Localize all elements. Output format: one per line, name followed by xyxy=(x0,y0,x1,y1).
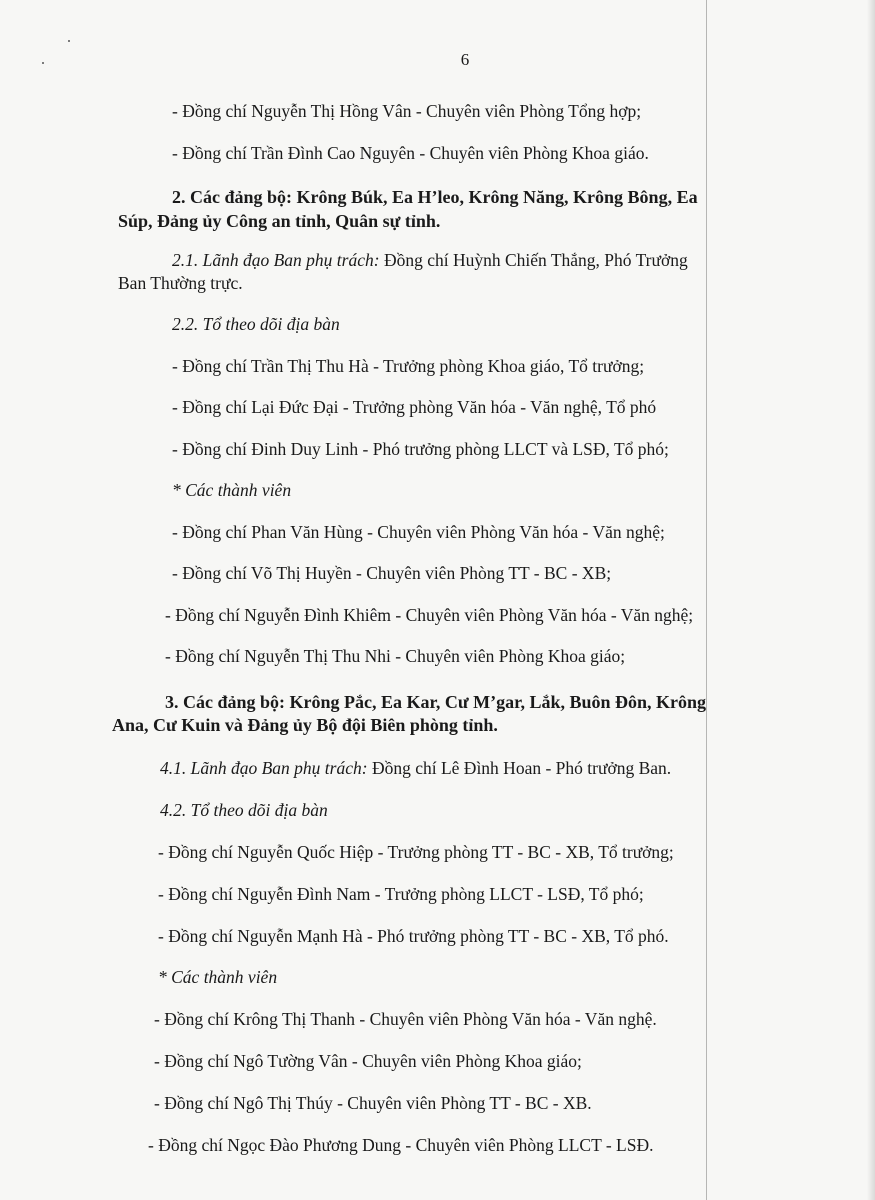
leader-name: Đồng chí Lê Đình Hoan - Phó trưởng Ban. xyxy=(367,758,672,778)
section-heading: Ana, Cư Kuin và Đảng ủy Bộ đội Biên phòng tỉnh. xyxy=(112,715,498,735)
member-line: - Đồng chí Nguyễn Thị Thu Nhi - Chuyên viên Phòng Khoa giáo; xyxy=(165,646,626,666)
subsection-heading: 2.2. Tổ theo dõi địa bàn xyxy=(172,314,340,334)
leader-name: Đồng chí Huỳnh Chiến Thắng, Phó Trưởng xyxy=(379,250,688,270)
member-line: - Đồng chí Nguyễn Quốc Hiệp - Trưởng phòng TT - BC - XB, Tổ trưởng; xyxy=(158,842,674,862)
leader-label: 4.1. Lãnh đạo Ban phụ trách: xyxy=(160,758,368,778)
member-line: - Đồng chí Đinh Duy Linh - Phó trưởng phòng LLCT và LSĐ, Tổ phó; xyxy=(172,439,669,459)
scan-speck xyxy=(68,40,70,42)
leader-line-cont: Ban Thường trực. xyxy=(118,273,243,293)
scan-edge-shadow xyxy=(867,0,875,1200)
members-heading: * Các thành viên xyxy=(158,967,278,987)
member-line: - Đồng chí Trần Đình Cao Nguyên - Chuyên viên Phòng Khoa giáo. xyxy=(172,143,649,163)
member-line: - Đồng chí Ngô Thị Thúy - Chuyên viên Phòng TT - BC - XB. xyxy=(154,1093,592,1113)
members-heading: * Các thành viên xyxy=(172,480,292,500)
scan-fold-line xyxy=(706,0,707,1200)
member-line: - Đồng chí Trần Thị Thu Hà - Trưởng phòng Khoa giáo, Tổ trưởng; xyxy=(172,356,645,376)
member-line: - Đồng chí Lại Đức Đại - Trưởng phòng Văn hóa - Văn nghệ, Tổ phó xyxy=(172,397,657,417)
subsection-heading: 4.2. Tổ theo dõi địa bàn xyxy=(160,800,328,820)
member-line: - Đồng chí Nguyễn Đình Nam - Trưởng phòng LLCT - LSĐ, Tổ phó; xyxy=(158,884,644,904)
page-number: 6 xyxy=(460,50,470,69)
member-line: - Đồng chí Nguyễn Đình Khiêm - Chuyên viên Phòng Văn hóa - Văn nghệ; xyxy=(165,605,694,625)
member-line: - Đồng chí Phan Văn Hùng - Chuyên viên Phòng Văn hóa - Văn nghệ; xyxy=(172,522,665,542)
member-line: - Đồng chí Nguyễn Mạnh Hà - Phó trưởng phòng TT - BC - XB, Tổ phó. xyxy=(158,926,669,946)
leader-label: 2.1. Lãnh đạo Ban phụ trách: xyxy=(172,250,380,270)
section-heading: Súp, Đảng ủy Công an tỉnh, Quân sự tỉnh. xyxy=(118,211,441,231)
section-heading: 2. Các đảng bộ: Krông Búk, Ea H’leo, Krông Năng, Krông Bông, Ea xyxy=(172,187,698,207)
member-line: - Đồng chí Ngọc Đào Phương Dung - Chuyên viên Phòng LLCT - LSĐ. xyxy=(148,1135,654,1155)
member-line: - Đồng chí Nguyễn Thị Hồng Vân - Chuyên viên Phòng Tổng hợp; xyxy=(172,101,642,121)
section-heading: 3. Các đảng bộ: Krông Pắc, Ea Kar, Cư M’gar, Lắk, Buôn Đôn, Krông xyxy=(165,692,707,712)
leader-line xyxy=(160,757,671,779)
member-line: - Đồng chí Võ Thị Huyền - Chuyên viên Phòng TT - BC - XB; xyxy=(172,563,612,583)
member-line: - Đồng chí Krông Thị Thanh - Chuyên viên Phòng Văn hóa - Văn nghệ. xyxy=(154,1009,657,1029)
leader-line xyxy=(172,249,688,271)
member-line: - Đồng chí Ngô Tường Vân - Chuyên viên Phòng Khoa giáo; xyxy=(154,1051,582,1071)
